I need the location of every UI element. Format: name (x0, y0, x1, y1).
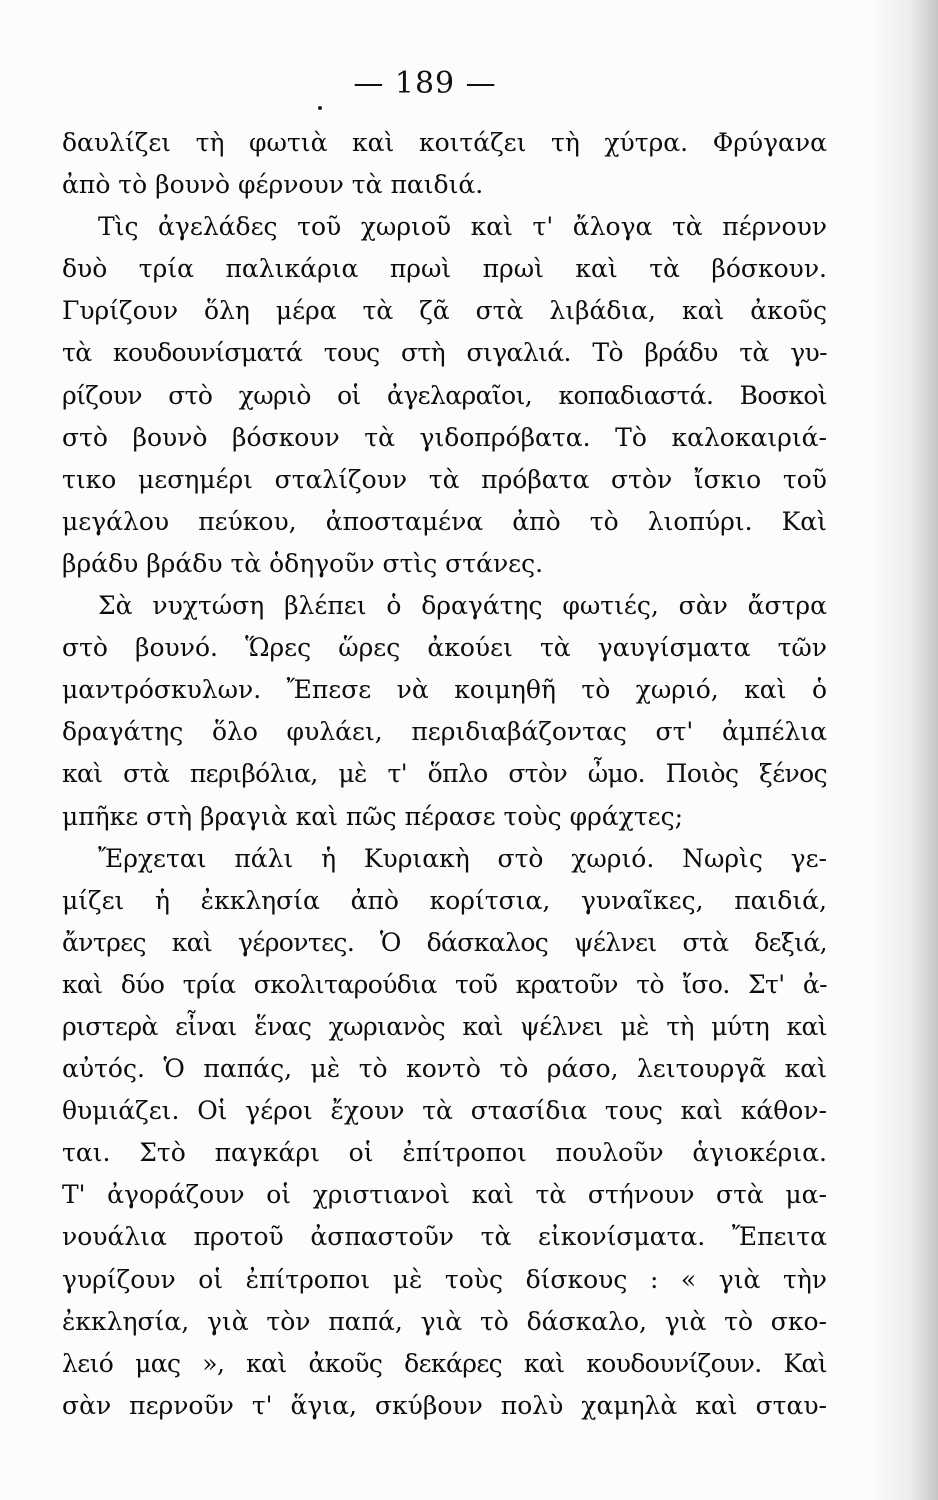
text-line: δαυλίζει τὴ φωτιὰ καὶ κοιτάζει τὴ χύτρα. Φρύγανα (62, 128, 827, 157)
text-line: Σὰ νυχτώση βλέπει ὁ δραγάτης φωτιές, σὰν ἄστρα (98, 591, 827, 621)
text-line: μίζει ἡ ἐκκλησία ἀπὸ κορίτσια, γυναῖκες, παιδιά, (62, 885, 827, 915)
text-line: ριστερὰ εἶναι ἕνας χωριανὸς καὶ ψέλνει μὲ τὴ μύτη καὶ (62, 1011, 827, 1041)
text-line: καὶ δύο τρία σκολιταρούδια τοῦ κρατοῦν τὸ ἴσο. Στ' ἀ- (62, 969, 827, 999)
text-line: σὰν περνοῦν τ' ἅγια, σκύβουν πολὺ χαμηλὰ καὶ σταυ- (62, 1390, 827, 1420)
text-line: μαντρόσκυλων. Ἔπεσε νὰ κοιμηθῆ τὸ χωριό, καὶ ὁ (62, 675, 827, 705)
text-line: δυὸ τρία παλικάρια πρωὶ πρωὶ καὶ τὰ βόσκουν. (62, 254, 827, 284)
text-line: ρίζουν στὸ χωριὸ οἱ ἀγελαραῖοι, κοπαδιαστά. Βοσκοὶ (62, 380, 827, 410)
text-line: βράδυ βράδυ τὰ ὁδηγοῦν στὶς στάνες. (62, 548, 544, 578)
text-line: ται. Στὸ παγκάρι οἱ ἐπίτροποι πουλοῦν ἁγιοκέρια. (62, 1138, 827, 1168)
text-line: θυμιάζει. Οἱ γέροι ἔχουν τὰ στασίδια τους καὶ κάθον- (62, 1096, 827, 1126)
text-line: Τ' ἀγοράζουν οἱ χριστιανοὶ καὶ τὰ στήνουν στὰ μα- (62, 1180, 827, 1210)
text-line: ἐκκλησία, γιὰ τὸν παπά, γιὰ τὸ δάσκαλο, γιὰ τὸ σκο- (62, 1306, 827, 1336)
text-line: νουάλια προτοῦ ἀσπαστοῦν τὰ εἰκονίσματα. Ἔπειτα (62, 1222, 827, 1252)
text-line: καὶ στὰ περιβόλια, μὲ τ' ὅπλο στὸν ὦμο. Ποιὸς ξένος (62, 759, 827, 789)
page-number: — 189 — (353, 66, 497, 101)
text-line: μεγάλου πεύκου, ἀποσταμένα ἀπὸ τὸ λιοπύρι. Καὶ (62, 506, 827, 536)
text-line: δραγάτης ὅλο φυλάει, περιδιαβάζοντας στ' ἀμπέλια (62, 717, 827, 747)
text-line: Τὶς ἀγελάδες τοῦ χωριοῦ καὶ τ' ἄλογα τὰ πέρνουν (98, 212, 827, 242)
text-line: Ἔρχεται πάλι ἡ Κυριακὴ στὸ χωριό. Νωρὶς γε- (98, 843, 827, 873)
text-line: ἀπὸ τὸ βουνὸ φέρνουν τὰ παιδιά. (62, 170, 484, 200)
text-line: ἄντρες καὶ γέροντες. Ὁ δάσκαλος ψέλνει στὰ δεξιά, (62, 927, 827, 957)
text-line: τικο μεσημέρι σταλίζουν τὰ πρόβατα στὸν ἴσκιο τοῦ (62, 464, 827, 494)
text-line: στὸ βουνὸ βόσκουν τὰ γιδοπρόβατα. Τὸ καλοκαιριά- (62, 422, 827, 452)
text-line: αὐτός. Ὁ παπάς, μὲ τὸ κοντὸ τὸ ράσο, λειτουργᾶ καὶ (62, 1054, 827, 1084)
text-line: Γυρίζουν ὅλη μέρα τὰ ζᾶ στὰ λιβάδια, καὶ ἀκοῦς (62, 296, 827, 326)
binding-shadow (868, 0, 938, 1500)
text-line: λειό μας », καὶ ἀκοῦς δεκάρες καὶ κουδουνίζουν. Καὶ (62, 1348, 827, 1378)
text-line: μπῆκε στὴ βραγιὰ καὶ πῶς πέρασε τοὺς φράχτες; (62, 801, 684, 831)
ink-speck (318, 106, 322, 110)
text-line: τὰ κουδουνίσματά τους στὴ σιγαλιά. Τὸ βράδυ τὰ γυ- (62, 338, 827, 368)
text-line: γυρίζουν οἱ ἐπίτροποι μὲ τοὺς δίσκους : « γιὰ τὴν (62, 1264, 827, 1294)
text-line: στὸ βουνό. Ὥρες ὥρες ἀκούει τὰ γαυγίσματα τῶν (62, 633, 827, 663)
body-text (62, 122, 827, 1427)
